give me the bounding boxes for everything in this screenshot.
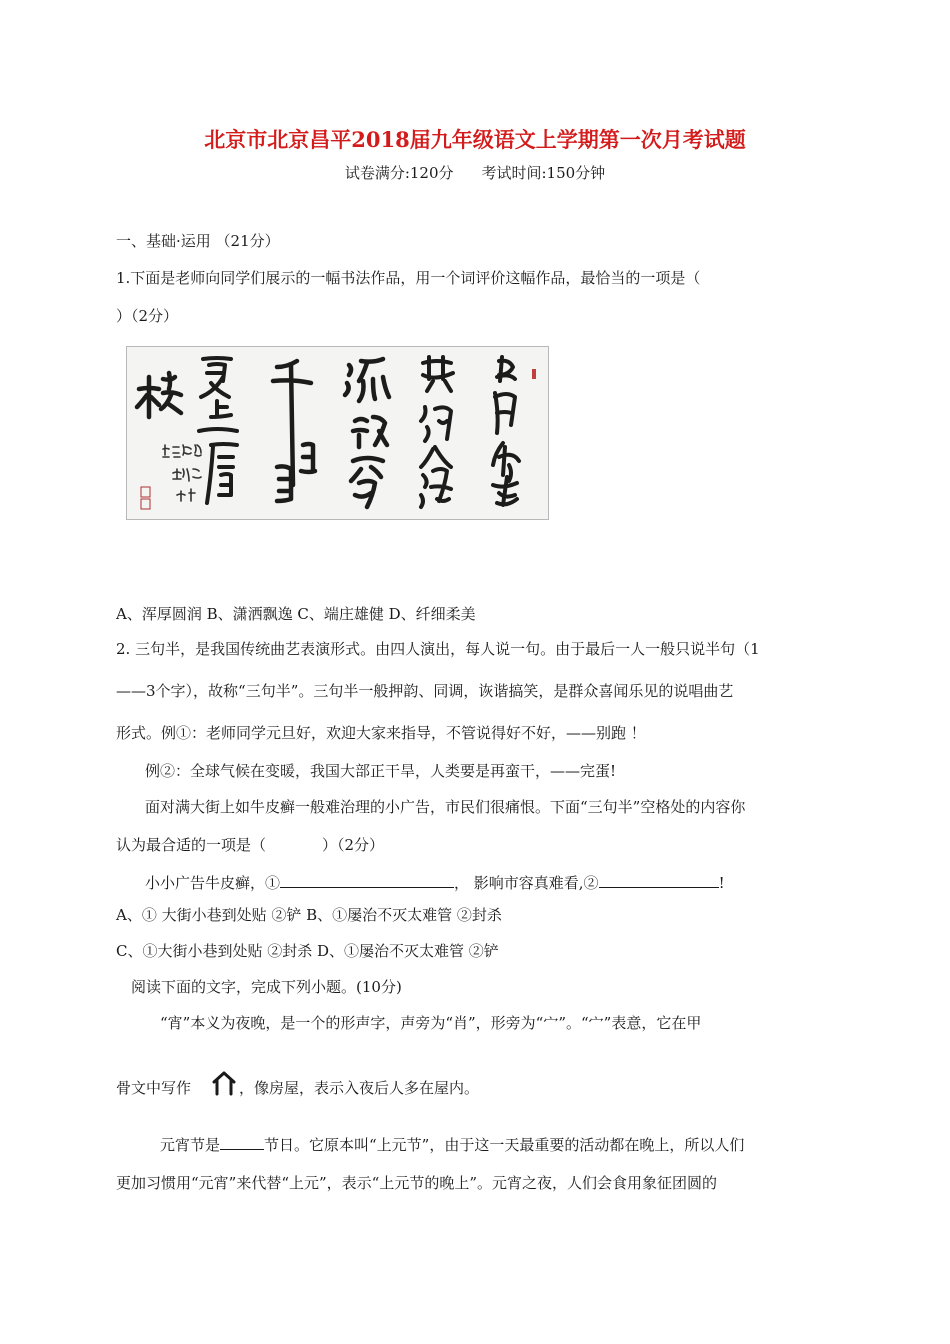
section-heading: 一、基础·运用 （21分） <box>116 232 280 250</box>
q2-option-cd: C、①大街小巷到处贴 ②封杀 D、①屡治不灭太难管 ②铲 <box>116 942 499 960</box>
q2-stem-line2: ——3个字），故称“三句半”。三句半一般押韵、同调，诙谐搞笑，是群众喜闻乐见的说唱曲艺 <box>116 682 734 700</box>
q2-stem-line5: 面对满大街上如牛皮癣一般难治理的小广告，市民们很痛恨。下面“三句半”空格处的内容你 <box>145 798 746 816</box>
q1-options: A、浑厚圆润 B、潇洒飘逸 C、端庄雄健 D、纤细柔美 <box>116 605 476 623</box>
q2-points: ）（2分） <box>322 836 385 854</box>
reading-para1b-pre: 骨文中写作 <box>116 1079 192 1097</box>
calligraphy-brush-strokes <box>127 347 548 519</box>
q2-stem-line1: 2. 三句半，是我国传统曲艺表演形式。由四人演出，每人说一句。由于最后一人一般只说半句（1 <box>116 640 760 658</box>
reading-para1b-post: ，像房屋，表示入夜后人多在屋内。 <box>239 1079 480 1097</box>
reading-para2 <box>160 1133 744 1155</box>
q2-stem-line3: 形式。例①：老师同学元旦好，欢迎大家来指导，不管说得好不好，——别跑 ！ <box>116 724 646 742</box>
exam-meta <box>0 163 950 183</box>
q2-option-ab: A、① 大街小巷到处贴 ②铲 B、①屡治不灭太难管 ②封杀 <box>116 906 502 924</box>
calligraphy-image <box>126 346 549 520</box>
q2-example-2: 例②：全球气候在变暖，我国大部正干旱，人类要是再蛮干，——完蛋! <box>145 762 617 780</box>
reading-para3: 更加习惯用“元宵”来代替“上元”，表示“上元节的晚上”。元宵之夜，人们会食用象征团圆的 <box>116 1174 718 1192</box>
exam-title: 北京市北京昌平2018届九年级语文上学期第一次月考试题 <box>204 127 746 152</box>
exam-time: 考试时间:150分钟 <box>481 164 606 182</box>
reading-para2-pre: 元宵节是 <box>160 1136 221 1154</box>
fill-part-1: 小小广告牛皮癣，① <box>145 874 281 892</box>
fill-part-3: ! <box>718 874 725 892</box>
q1-stem-line1: 1.下面是老师向同学们展示的一幅书法作品，用一个词评价这幅作品，最恰当的一项是（ <box>116 269 701 287</box>
reading-para1b <box>116 1078 479 1098</box>
blank-festival[interactable] <box>220 1133 264 1150</box>
blank-2[interactable] <box>599 871 719 888</box>
reading-para2-post: 节日。它原本叫“上元节”，由于这一天最重要的活动都在晚上，所以人们 <box>264 1136 745 1154</box>
full-score: 试卷满分:120分 <box>344 164 454 182</box>
oracle-roof-icon <box>211 1070 237 1096</box>
q2-stem-line6 <box>116 835 384 855</box>
reading-intro: 阅读下面的文字，完成下列小题。(10分) <box>131 978 402 996</box>
blank-1[interactable] <box>280 871 454 888</box>
q1-stem-line2: ）（2分） <box>116 307 179 325</box>
fill-part-2: ， 影响市容真难看,② <box>454 874 599 892</box>
q2-fill-line <box>145 871 725 893</box>
seal-stamp <box>141 487 150 497</box>
q2-question: 认为最合适的一项是（ <box>116 836 267 854</box>
reading-para1: “宵”本义为夜晚，是一个的形声字，声旁为“肖”，形旁为“宀”。“宀”表意，它在甲 <box>160 1014 702 1032</box>
